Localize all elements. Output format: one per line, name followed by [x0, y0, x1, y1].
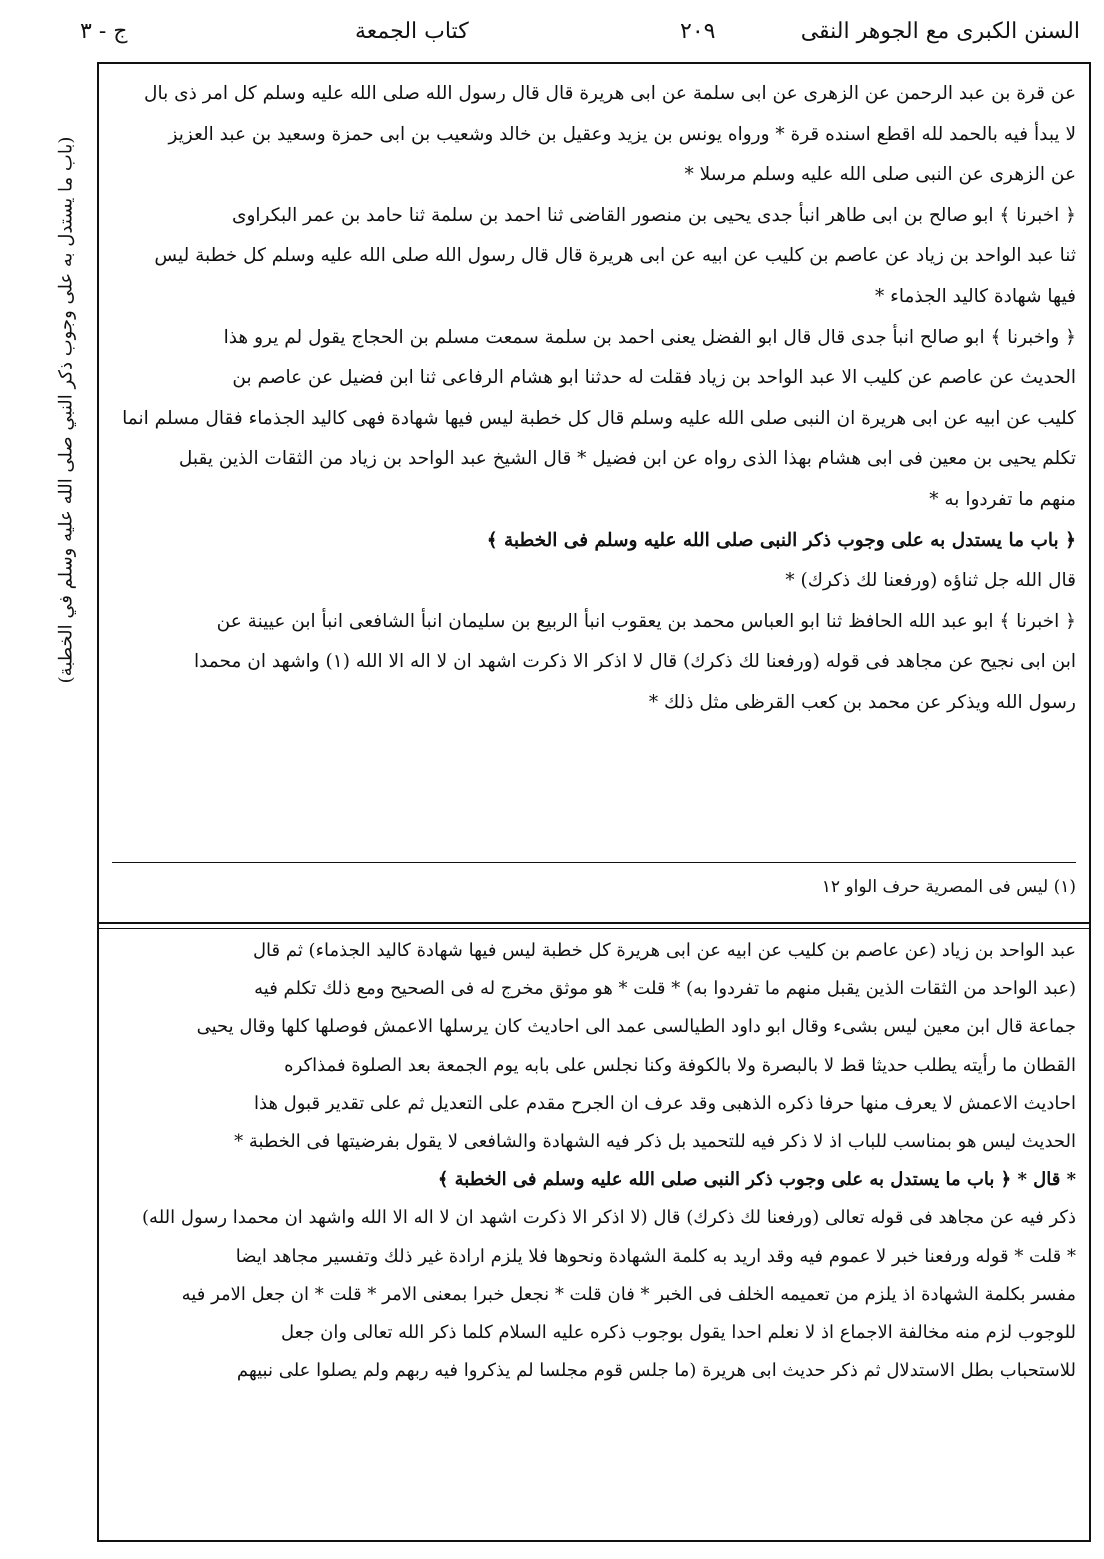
volume-number: ج - ٣: [80, 19, 128, 44]
commentary-line: (عبد الواحد من الثقات الذين يقبل منهم ما تفردوا به) * قلت * هو موثق مخرج له فى الصحيح ومع ذلك تكلم فيه: [254, 978, 1076, 1000]
text-line: فيها شهادة كاليد الجذماء *: [874, 285, 1076, 307]
page-header: [70, 14, 1080, 50]
text-line: الحديث عن عاصم عن كليب الا عبد الواحد بن زياد فقلت له حدثنا ابو هشام الرفاعى ثنا ابن فضيل عن عاصم بن: [232, 367, 1076, 389]
text-line: عن الزهرى عن النبى صلى الله عليه وسلم مرسلا *: [684, 164, 1076, 186]
commentary-line: احاديث الاعمش لا يعرف منها حرفا ذكره الذهبى وقد عرف ان الجرح مقدم على التعديل ثم على تقدير قبول هذا: [254, 1092, 1076, 1114]
text-line: قال الله جل ثناؤه (ورفعنا لك ذكرك) *: [785, 570, 1076, 592]
commentary-line: عبد الواحد بن زياد (عن عاصم بن كليب عن ابيه عن ابى هريرة كل خطبة ليس فيها شهادة كاليد الجذماء) ثم قال: [252, 940, 1076, 961]
commentary-line: الحديث ليس هو بمناسب للباب اذ لا ذكر فيه للتحميد بل ذكر فيه الشهادة والشافعى لا يقول بفرضيتها فى الخطبة *: [234, 1130, 1076, 1152]
footnote-divider: [112, 862, 1076, 863]
text-line: ابن ابى نجيح عن مجاهد فى قوله (ورفعنا لك ذكرك) قال لا اذكر الا ذكرت اشهد ان لا اله الا الله (١) واشهد ان محمدا: [193, 651, 1076, 673]
text-line: كليب عن ابيه عن ابى هريرة ان النبى صلى الله عليه وسلم قال كل خطبة ليس فيها شهادة فهى كاليد الجذماء فقال مسلم انما: [122, 407, 1076, 429]
text-line: منهم ما تفردوا به *: [929, 488, 1076, 510]
commentary-line: للاستحباب بطل الاستدلال ثم ذكر حديث ابى هريرة (ما جلس قوم مجلسا لم يذكروا فيه ربهم ولم يصلوا على نبيهم: [236, 1360, 1076, 1382]
commentary-text: [112, 932, 1076, 1390]
chapter-title: كتاب الجمعة: [355, 19, 469, 44]
footnote: (١) ليس فى المصرية حرف الواو ١٢: [821, 877, 1076, 897]
commentary-divider-inner: [97, 928, 1091, 929]
main-text: [112, 74, 1076, 724]
margin-note-text: (باب ما يستدل به على وجوب ذكر النبي صلى الله عليه وسلم في الخطبة): [55, 136, 77, 684]
page-number: ٢٠٩: [680, 19, 716, 44]
text-line: عن قرة بن عبد الرحمن عن الزهرى عن ابى سلمة عن ابى هريرة قال قال رسول الله صلى الله عليه وسلم كل امر ذى بال: [144, 83, 1076, 104]
text-line: تكلم يحيى بن معين فى ابى هشام بهذا الذى رواه عن ابن فضيل * قال الشيخ عبد الواحد بن زياد من الثقات الذين يقبل: [178, 448, 1076, 470]
text-line: ﴿ اخبرنا ﴾ ابو صالح بن ابى طاهر انبأ جدى يحيى بن منصور القاضى ثنا احمد بن سلمة ثنا حامد بن عمر البكراوى: [231, 204, 1076, 226]
commentary-line: مفسر بكلمة الشهادة اذ يلزم من تعميمه الخلف فى الخبر * فان قلت * نجعل خبرا بمعنى الامر * قلت * ان جعل الامر فيه: [181, 1283, 1076, 1305]
text-line: ثنا عبد الواحد بن زياد عن عاصم بن كليب عن ابيه عن ابى هريرة قال قال رسول الله صلى الله عليه وسلم كل خطبة ليس: [154, 245, 1076, 267]
commentary-line: القطان ما رأيته يطلب حديثا قط لا بالبصرة ولا بالكوفة وكنا نجلس على بابه يوم الجمعة بعد الصلوة فمذاكره: [284, 1054, 1076, 1076]
commentary-line: ذكر فيه عن مجاهد فى قوله تعالى (ورفعنا لك ذكرك) قال (لا اذكر الا ذكرت اشهد ان لا اله الا الله واشهد ان محمدا رسول الله): [142, 1207, 1076, 1229]
text-line: ﴿ واخبرنا ﴾ ابو صالح انبأ جدى قال قال ابو الفضل يعنى احمد بن سلمة سمعت مسلم بن الحجاج يقول لم يرو هذا: [223, 326, 1076, 348]
margin-note: [46, 130, 86, 690]
commentary-heading: * قال * ﴿ باب ما يستدل به على وجوب ذكر النبى صلى الله عليه وسلم فى الخطبة ﴾: [437, 1169, 1076, 1191]
book-title: السنن الكبرى مع الجوهر النقى: [800, 19, 1080, 44]
text-line: رسول الله ويذكر عن محمد بن كعب القرظى مثل ذلك *: [648, 691, 1076, 713]
section-heading: ﴿ باب ما يستدل به على وجوب ذكر النبى صلى الله عليه وسلم فى الخطبة ﴾: [486, 529, 1076, 551]
text-line: لا يبدأ فيه بالحمد لله اقطع اسنده قرة * ورواه يونس بن يزيد وعقيل بن خالد وشعيب بن ابى حمزة وسعيد بن عبد العزيز: [168, 123, 1076, 145]
commentary-line: * قلت * قوله ورفعنا خبر لا عموم فيه وقد اريد به كلمة الشهادة ونحوها فلا يلزم ارادة غير ذلك وتفسير مجاهد ايضا: [235, 1245, 1076, 1267]
commentary-divider: [97, 922, 1091, 924]
commentary-line: للوجوب لزم منه مخالفة الاجماع اذ لا نعلم احدا يقول بوجوب ذكره عليه السلام كلما ذكر الله تعالى وان جعل: [281, 1321, 1076, 1343]
text-line: ﴿ اخبرنا ﴾ ابو عبد الله الحافظ ثنا ابو العباس محمد بن يعقوب انبأ الربيع بن سليمان انبأ الشافعى انبأ ابن عيينة عن: [216, 610, 1076, 632]
commentary-line: جماعة قال ابن معين ليس بشىء وقال ابو داود الطيالسى عمد الى احاديث كان يرسلها الاعمش فوصلها كلها وقال يحيى: [196, 1016, 1076, 1038]
